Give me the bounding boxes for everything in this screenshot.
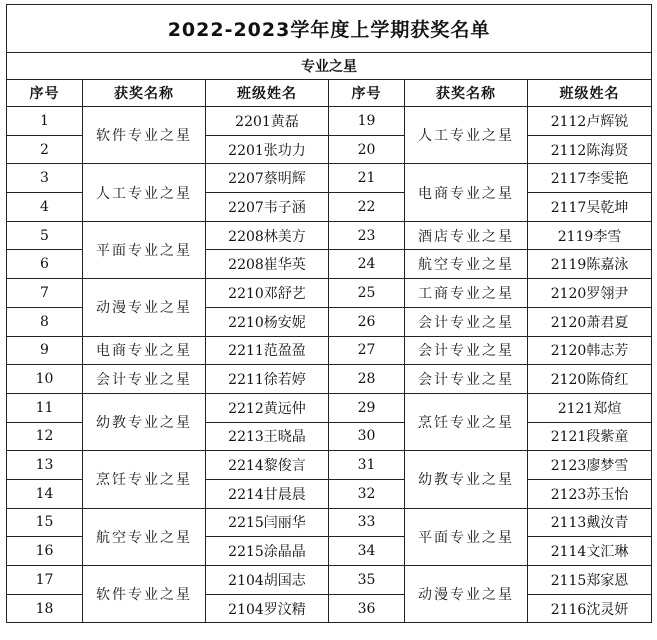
name-cell-right: 2113戴汝青 [528, 508, 652, 537]
name-cell-left: 2201黄磊 [206, 107, 329, 136]
name-cell-right: 2123廖梦雪 [528, 451, 652, 480]
award-cell-left: 软件专业之星 [83, 566, 206, 623]
seq-cell-right: 34 [329, 537, 405, 566]
name-cell-right: 2120韩志芳 [528, 336, 652, 365]
seq-cell-right: 22 [329, 193, 405, 222]
name-cell-left: 2212黄远仲 [206, 393, 329, 422]
award-cell-left: 软件专业之星 [83, 107, 206, 164]
table-row [7, 451, 652, 480]
award-cell-left: 航空专业之星 [83, 508, 206, 565]
table-row [7, 279, 652, 308]
award-cell-left: 烹饪专业之星 [83, 451, 206, 508]
seq-cell-left: 5 [7, 221, 83, 250]
seq-cell-left: 13 [7, 451, 83, 480]
header-award-left: 获奖名称 [83, 80, 206, 107]
name-cell-left: 2211徐若婷 [206, 365, 329, 394]
seq-cell-left: 10 [7, 365, 83, 394]
name-cell-left: 2208崔华英 [206, 250, 329, 279]
award-cell-left: 动漫专业之星 [83, 279, 206, 336]
seq-cell-right: 30 [329, 422, 405, 451]
name-cell-right: 2121郑煊 [528, 393, 652, 422]
award-cell-left: 人工专业之星 [83, 164, 206, 221]
table-row [7, 107, 652, 136]
name-cell-left: 2104胡国志 [206, 566, 329, 595]
name-cell-left: 2214甘晨晨 [206, 479, 329, 508]
name-cell-left: 2208林美方 [206, 221, 329, 250]
award-cell-right: 电商专业之星 [405, 164, 528, 221]
seq-cell-left: 14 [7, 479, 83, 508]
name-cell-right: 2114文汇琳 [528, 537, 652, 566]
award-cell-right: 烹饪专业之星 [405, 393, 528, 450]
award-cell-right: 动漫专业之星 [405, 566, 528, 623]
table-row [7, 508, 652, 537]
name-cell-left: 2207蔡明辉 [206, 164, 329, 193]
seq-cell-right: 32 [329, 479, 405, 508]
award-table [6, 4, 652, 623]
seq-cell-left: 9 [7, 336, 83, 365]
table-row [7, 336, 652, 365]
seq-cell-left: 11 [7, 393, 83, 422]
seq-cell-left: 15 [7, 508, 83, 537]
table-row [7, 365, 652, 394]
seq-cell-left: 17 [7, 566, 83, 595]
seq-cell-right: 24 [329, 250, 405, 279]
seq-cell-left: 3 [7, 164, 83, 193]
seq-cell-left: 18 [7, 594, 83, 623]
award-cell-left: 平面专业之星 [83, 221, 206, 278]
name-cell-right: 2123苏玉怡 [528, 479, 652, 508]
seq-cell-right: 20 [329, 135, 405, 164]
seq-cell-right: 28 [329, 365, 405, 394]
table-row [7, 221, 652, 250]
seq-cell-left: 16 [7, 537, 83, 566]
name-cell-right: 2112卢辉锐 [528, 107, 652, 136]
name-cell-right: 2116沈灵妍 [528, 594, 652, 623]
seq-cell-right: 21 [329, 164, 405, 193]
header-row [7, 80, 652, 107]
award-cell-right: 会计专业之星 [405, 365, 528, 394]
table-row [7, 164, 652, 193]
award-cell-left: 会计专业之星 [83, 365, 206, 394]
name-cell-left: 2211范盈盈 [206, 336, 329, 365]
name-cell-left: 2213王晓晶 [206, 422, 329, 451]
name-cell-left: 2104罗汶精 [206, 594, 329, 623]
seq-cell-right: 26 [329, 307, 405, 336]
seq-cell-right: 31 [329, 451, 405, 480]
award-cell-right: 会计专业之星 [405, 307, 528, 336]
award-cell-right: 工商专业之星 [405, 279, 528, 308]
seq-cell-left: 7 [7, 279, 83, 308]
table-row [7, 393, 652, 422]
seq-cell-right: 23 [329, 221, 405, 250]
name-cell-left: 2215涂晶晶 [206, 537, 329, 566]
name-cell-left: 2214黎俊言 [206, 451, 329, 480]
award-cell-right: 酒店专业之星 [405, 221, 528, 250]
award-cell-right: 航空专业之星 [405, 250, 528, 279]
name-cell-left: 2201张功力 [206, 135, 329, 164]
name-cell-right: 2119陈嘉泳 [528, 250, 652, 279]
seq-cell-left: 1 [7, 107, 83, 136]
seq-cell-left: 2 [7, 135, 83, 164]
seq-cell-left: 4 [7, 193, 83, 222]
name-cell-left: 2210邓舒艺 [206, 279, 329, 308]
header-seq-left: 序号 [7, 80, 83, 107]
page-title: 2022-2023学年度上学期获奖名单 [7, 5, 652, 53]
seq-cell-right: 19 [329, 107, 405, 136]
award-cell-right: 会计专业之星 [405, 336, 528, 365]
award-cell-right: 人工专业之星 [405, 107, 528, 164]
award-rows [7, 107, 652, 623]
name-cell-left: 2215闫丽华 [206, 508, 329, 537]
name-cell-right: 2119李雪 [528, 221, 652, 250]
name-cell-left: 2207韦子涵 [206, 193, 329, 222]
name-cell-right: 2115郑家恩 [528, 566, 652, 595]
header-name-left: 班级姓名 [206, 80, 329, 107]
name-cell-right: 2120罗翎尹 [528, 279, 652, 308]
section-title: 专业之星 [7, 53, 652, 80]
header-seq-right: 序号 [329, 80, 405, 107]
award-list-sheet [6, 4, 651, 623]
seq-cell-left: 6 [7, 250, 83, 279]
name-cell-right: 2120萧君夏 [528, 307, 652, 336]
seq-cell-right: 29 [329, 393, 405, 422]
name-cell-right: 2120陈倚红 [528, 365, 652, 394]
award-cell-right: 幼教专业之星 [405, 451, 528, 508]
name-cell-left: 2210杨安妮 [206, 307, 329, 336]
seq-cell-right: 33 [329, 508, 405, 537]
seq-cell-right: 35 [329, 566, 405, 595]
table-row [7, 566, 652, 595]
award-cell-left: 电商专业之星 [83, 336, 206, 365]
seq-cell-right: 25 [329, 279, 405, 308]
name-cell-right: 2117吴乾坤 [528, 193, 652, 222]
seq-cell-right: 27 [329, 336, 405, 365]
seq-cell-left: 12 [7, 422, 83, 451]
name-cell-right: 2121段紫童 [528, 422, 652, 451]
header-name-right: 班级姓名 [528, 80, 652, 107]
name-cell-right: 2112陈海贤 [528, 135, 652, 164]
seq-cell-left: 8 [7, 307, 83, 336]
name-cell-right: 2117李雯艳 [528, 164, 652, 193]
award-cell-left: 幼教专业之星 [83, 393, 206, 450]
seq-cell-right: 36 [329, 594, 405, 623]
award-cell-right: 平面专业之星 [405, 508, 528, 565]
header-award-right: 获奖名称 [405, 80, 528, 107]
